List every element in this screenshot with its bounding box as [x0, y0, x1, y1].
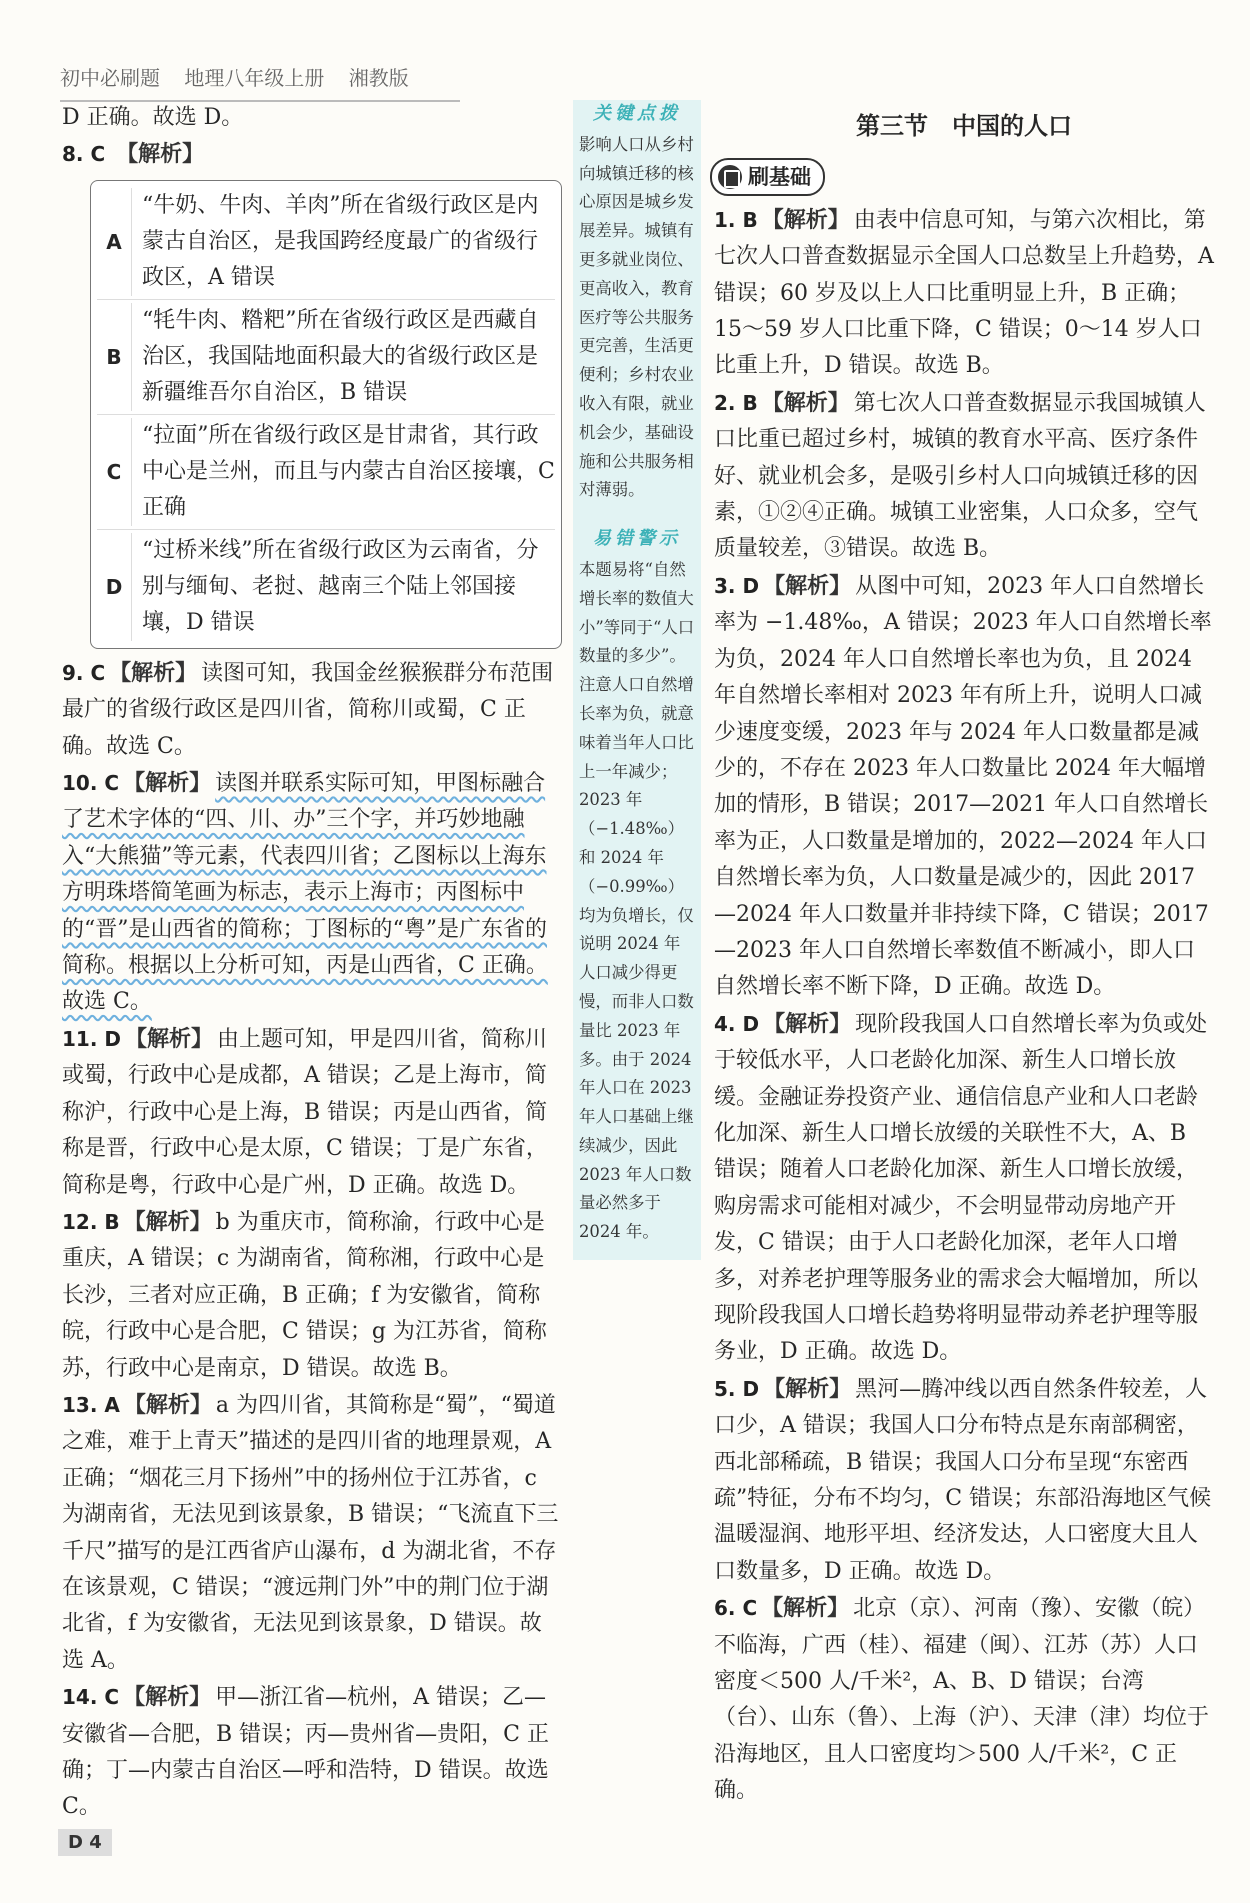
answer-text: b 为重庆市，简称渝，行政中心是重庆，A 错误；c 为湖南省，简称湘，行政中心是长沙，三者对应正确，B 正确；f 为安徽省，简称皖，行政中心是合肥，C 错误；g 为江苏省，简称苏，行政中心是南京，D 错误。故选 B。: [62, 1209, 547, 1381]
answer-text: 由表中信息可知，与第六次相比，第七次人口普查数据显示全国人口总数呈上升趋势，A 错误；60 岁及以上人口比重明显上升，B 正确；15～59 岁人口比重下降，C 错误；0～14 岁人口比重上升，D 错误。故选 B。: [714, 207, 1214, 379]
mistake-warning-box: [573, 525, 701, 1247]
edition-name: 湘教版: [348, 66, 409, 90]
question-number: 14. C: [62, 1685, 120, 1710]
option-letter: D: [105, 574, 123, 599]
question-number: 2. B: [714, 390, 758, 415]
option-row: [97, 530, 555, 644]
option-letter: A: [106, 229, 122, 254]
answer-text: 第七次人口普查数据显示我国城镇人口比重已超过乡村，城镇的教育水平高、医疗条件好、就业机会多，是吸引乡村人口向城镇迁移的因素，①②④正确。城镇工业密集，人口众多，空气质量较差，③错误。故选 B。: [714, 390, 1206, 562]
left-column: [62, 100, 562, 1826]
option-row: [97, 415, 555, 530]
question-number: 4. D: [714, 1011, 760, 1036]
badge-label: 刷基础: [748, 165, 811, 190]
option-row: [97, 300, 555, 415]
analysis-tag: 【解析】: [116, 141, 205, 168]
option-row: [97, 185, 555, 300]
key-tip-text: 影响人口从乡村向城镇迁移的核心原因是城乡发展差异。城镇有更多就业岗位、更高收入，教育医疗等公共服务更完善，生活更便利；乡村农业收入有限，就业机会少，基础设施和公共服务相对薄弱。: [579, 134, 694, 500]
section-title: 第三节 中国的人口: [856, 112, 1072, 140]
analysis-tag: 【解析】: [123, 1684, 212, 1711]
section-badge: [710, 158, 825, 196]
analysis-tag: 【解析】: [123, 1391, 212, 1418]
answer-text: 甲—浙江省—杭州，A 错误；乙—安徽省—合肥，B 错误；丙—贵州省—贵阳，C 正确；丁—内蒙古自治区—呼和浩特，D 错误。故选 C。: [62, 1685, 549, 1820]
analysis-tag: 【解析】: [761, 389, 850, 416]
analysis-tag: 【解析】: [763, 1375, 852, 1402]
option-text: “牦牛肉、糌粑”所在省级行政区是西藏自治区，我国陆地面积最大的省级行政区是新疆维吾尔自治区，B 错误: [131, 303, 555, 411]
question-13: [62, 1387, 562, 1679]
question-3: [714, 568, 1214, 1006]
question-number: 1. B: [714, 207, 758, 232]
question-number: 11. D: [62, 1026, 121, 1051]
question-12: [62, 1204, 562, 1387]
question-number: 12. B: [62, 1209, 120, 1234]
answer-text: 现阶段我国人口自然增长率为负或处于较低水平，人口老龄化加深、新生人口增长放缓。金融证券投资产业、通信信息产业和人口老龄化加深、新生人口增长放缓的关联性不大，A、B 错误；随着人口老龄化加深、新生人口增长放缓，购房需求可能相对减少，不会明显带动房地产开发，C 错误；由于人口老龄化加深，老年人口增多，对养老护理等服务业的需求会大幅增加，所以现阶段我国人口增长趋势将明显带动养老护理等服务业，D 正确。故选 D。: [714, 1011, 1208, 1365]
question-number: 3. D: [714, 573, 760, 598]
question-11: [62, 1021, 562, 1204]
question-1: [714, 202, 1214, 385]
analysis-tag: 【解析】: [123, 1208, 212, 1235]
running-header: [60, 62, 460, 102]
answer-text: 北京（京）、河南（豫）、安徽（皖）不临海，广西（桂）、福建（闽）、江苏（苏）人口密度＜500 人/千米²，A、B、D 错误；台湾（台）、山东（鲁）、上海（沪）、天津（津）均位于沿海地区，且人口密度均＞500 人/千米²，C 正确。: [714, 1596, 1210, 1804]
right-column: [714, 100, 1214, 1810]
question-number: 9. C: [62, 660, 106, 685]
question-2: [714, 385, 1214, 568]
answer-text: 黑河—腾冲线以西自然条件较差，人口少，A 错误；我国人口分布特点是东南部稠密，西北部稀疏，B 错误；我国人口分布呈现“东密西疏”特征，分布不均匀，C 错误；东部沿海地区气候温暖湿润、地形平坦、经济发达，人口密度大且人口数量多，D 正确。故选 D。: [714, 1376, 1212, 1584]
analysis-tag: 【解析】: [123, 770, 212, 797]
options-table: [90, 180, 562, 649]
analysis-tag: 【解析】: [761, 1595, 850, 1622]
question-10: [62, 765, 562, 1021]
margin-notes: [573, 100, 701, 1260]
question-number: 13. A: [62, 1392, 120, 1417]
question-number: 8. C: [62, 142, 106, 167]
analysis-tag: 【解析】: [109, 659, 198, 686]
question-6: [714, 1590, 1214, 1809]
analysis-tag: 【解析】: [761, 206, 850, 233]
option-text: “拉面”所在省级行政区是甘肃省，其行政中心是兰州，而且与内蒙古自治区接壤，C 正确: [131, 418, 555, 526]
mistake-warning-title: 易错警示: [593, 528, 681, 550]
question-number: 5. D: [714, 1376, 760, 1401]
answer-text: 读图可知，我国金丝猴猴群分布范围最广的省级行政区是四川省，简称川或蜀，C 正确。故选 C。: [62, 660, 554, 759]
book-icon: [718, 165, 742, 189]
key-tip-box: [573, 100, 701, 505]
question-9: [62, 655, 562, 765]
subject-name: 地理八年级上册: [184, 66, 325, 90]
answer-text: a 为四川省，其简称是“蜀”，“蜀道之难，难于上青天”描述的是四川省的地理景观，A 正确；“烟花三月下扬州”中的扬州位于江苏省，c 为湖南省，无法见到该景象，B 错误；“飞流直下三千尺”描写的是江西省庐山瀑布，d 为湖北省，不存在该景观，C 错误；“渡远荆门外”中的荆门位于湖北省，f 为安徽省，无法见到该景象，D 错误。故选 A。: [62, 1392, 559, 1673]
question-8: [62, 136, 562, 173]
answer-text: 从图中可知，2023 年人口自然增长率为 −1.48‰，A 错误；2023 年人口自然增长率为负，2024 年人口自然增长率也为负，且 2024 年自然增长率相对 2023 年有所上升，说明人口减少速度变缓，2023 年与 2024 年人口数量都是减少的，不存在 2023 年人口数量比 2024 年大幅增加的情形，B 错误；2017—2021 年人口自然增长率为正，人口数量是增加的，2022—2024 年人口自然增长率为负，人口数量是减少的，因此 2017—2024 年人口数量并非持续下降，C 错误；2017—2023 年人口自然增长率数值不断减小，即人口自然增长率不断下降，D 正确。故选 D。: [714, 573, 1212, 1000]
question-number: 10. C: [62, 771, 120, 796]
answer-text: 读图并联系实际可知，甲图标融合了艺术字体的“四、川、办”三个字，并巧妙地融入“大熊猫”等元素，代表四川省；乙图标以上海东方明珠塔简笔画为标志，表示上海市；丙图标中的“晋”是山西省的简称；丁图标的“粤”是广东省的简称。根据以上分析可知，丙是山西省，C 正确。故选 C。: [62, 771, 548, 1015]
mistake-warning-text: 本题易将“自然增长率的数值大小”等同于“人口数量的多少”。注意人口自然增长率为负，就意味着当年人口比上一年减少；2023 年（−1.48‰）和 2024 年（−0.99‰）均为负增长，仅说明 2024 年人口减少得更慢，而非人口数量比 2023 年多。由于 2024 年人口在 2023 年人口基础上继续减少，因此 2023 年人口数量必然多于 2024 年。: [579, 559, 695, 1242]
option-text: “过桥米线”所在省级行政区为云南省，分别与缅甸、老挝、越南三个陆上邻国接壤，D 错误: [131, 533, 555, 641]
page-number: D 4: [58, 1829, 112, 1856]
question-5: [714, 1371, 1214, 1590]
question-14: [62, 1679, 562, 1826]
analysis-tag: 【解析】: [763, 1010, 852, 1037]
question-4: [714, 1006, 1214, 1371]
option-text: “牛奶、牛肉、羊肉”所在省级行政区是内蒙古自治区，是我国跨经度最广的省级行政区，A 错误: [131, 188, 555, 296]
analysis-tag: 【解析】: [763, 572, 852, 599]
analysis-tag: 【解析】: [125, 1025, 214, 1052]
book-name: 初中必刷题: [60, 66, 160, 90]
carry-over-text: D 正确。故选 D。: [62, 105, 244, 130]
option-letter: B: [106, 344, 122, 369]
key-tip-title: 关键点拨: [593, 103, 681, 124]
answer-text: 由上题可知，甲是四川省，简称川或蜀，行政中心是成都，A 错误；乙是上海市，简称沪，行政中心是上海，B 错误；丙是山西省，简称是晋，行政中心是太原，C 错误；丁是广东省，简称是粤，行政中心是广州，D 正确。故选 D。: [62, 1026, 548, 1198]
option-letter: C: [106, 459, 122, 484]
question-number: 6. C: [714, 1596, 758, 1621]
